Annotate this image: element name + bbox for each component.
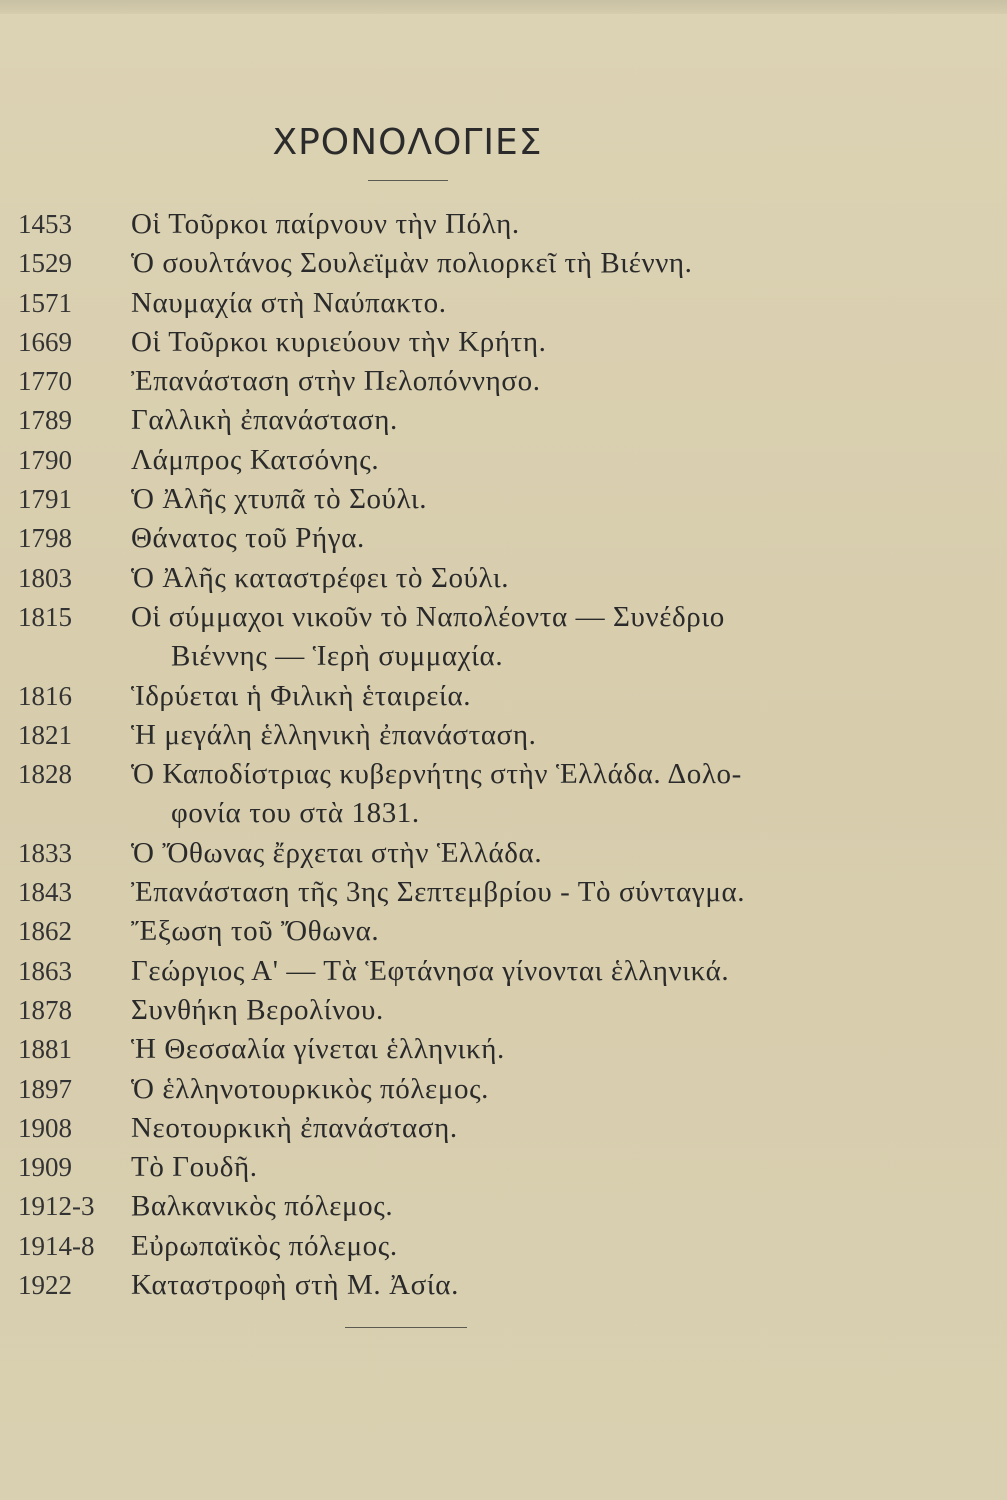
- entry-event: Ὁ σουλτάνος Σουλεϊμὰν πολιορκεῖ τὴ Βιέννη.: [131, 247, 693, 280]
- chronology-entry: [18, 205, 998, 244]
- entry-year: 1815: [18, 601, 72, 632]
- entry-event: Ἡ Θεσσαλία γίνεται ἑλληνική.: [131, 1033, 505, 1066]
- entry-event: Γεώργιος Α' — Τὰ Ἑφτάνησα γίνονται ἑλληνικά.: [131, 954, 730, 987]
- chronology-entry: [18, 559, 998, 598]
- chronology-entry: [18, 1187, 998, 1226]
- entry-year: 1821: [18, 719, 72, 750]
- chronology-entry: [18, 952, 998, 991]
- chronology-entry: [18, 284, 998, 323]
- chronology-entry: [18, 755, 998, 794]
- entry-event: Ναυμαχία στὴ Ναύπακτο.: [131, 286, 447, 319]
- entry-event: Βαλκανικὸς πόλεμος.: [131, 1190, 394, 1223]
- entry-year: 1828: [18, 759, 72, 790]
- entry-event: Οἱ σύμμαχοι νικοῦν τὸ Ναπολέοντα — Συνέδριο: [131, 600, 725, 633]
- entry-year: 1878: [18, 994, 72, 1025]
- chronology-entry: [18, 873, 998, 912]
- entry-event: Οἱ Τοῦρκοι παίρνουν τὴν Πόλη.: [131, 208, 520, 240]
- entry-event: Συνθήκη Βερολίνου.: [131, 993, 384, 1026]
- entry-event: Ἐπανάσταση τῆς 3ης Σεπτεμβρίου - Τὸ σύνταγμα.: [131, 876, 746, 909]
- entry-event: Ὁ Καποδίστριας κυβερνήτης στὴν Ἑλλάδα. Δολο-: [131, 758, 742, 791]
- chronology-entry: [18, 1109, 998, 1148]
- entry-event: Οἱ Τοῦρκοι κυριεύουν τὴν Κρήτη.: [131, 325, 547, 358]
- entry-year: 1843: [18, 877, 72, 908]
- entry-event-continuation: Βιέννης — Ἱερὴ συμμαχία.: [171, 640, 504, 673]
- page-top-edge: [0, 0, 1007, 14]
- entry-year: 1897: [18, 1073, 72, 1104]
- entry-year: 1912-3: [18, 1191, 95, 1222]
- entry-year: 1833: [18, 837, 72, 868]
- page-title: ΧΡΟΝΟΛΟΓΙΕΣ: [272, 122, 543, 163]
- entry-year: 1881: [18, 1034, 72, 1065]
- entry-year: 1770: [18, 366, 72, 397]
- entry-event: Ὁ Ἀλῆς καταστρέφει τὸ Σούλι.: [131, 561, 510, 594]
- entry-year: 1922: [18, 1270, 72, 1301]
- chronology-entry: [18, 677, 998, 716]
- entry-year: 1908: [18, 1112, 72, 1143]
- chronology-entry: [18, 1266, 998, 1305]
- title-divider: [368, 180, 448, 181]
- entry-year: 1571: [18, 287, 72, 318]
- chronology-entry: [18, 598, 998, 637]
- entry-year: 1914-8: [18, 1230, 95, 1261]
- chronology-entry: [18, 991, 998, 1030]
- chronology-entry: [18, 323, 998, 362]
- chronology-entry: [18, 519, 998, 558]
- entry-event-continuation: φονία του στὰ 1831.: [171, 797, 420, 830]
- entry-year: 1453: [18, 209, 72, 239]
- entry-year: 1909: [18, 1152, 72, 1183]
- entry-event: Γαλλικὴ ἐπανάσταση.: [131, 404, 398, 437]
- chronology-entry: [18, 1148, 998, 1187]
- chronology-entry: [18, 480, 998, 519]
- entry-event: Ἱδρύεται ἡ Φιλικὴ ἑταιρεία.: [131, 679, 472, 712]
- entry-year: 1798: [18, 523, 72, 554]
- entry-event: Ὁ Ὄθωνας ἔρχεται στὴν Ἑλλάδα.: [131, 836, 543, 869]
- chronology-entry: [18, 716, 998, 755]
- chronology-entry: [18, 1070, 998, 1109]
- entry-year: 1789: [18, 405, 72, 436]
- chronology-entry: [18, 362, 998, 401]
- entry-year: 1790: [18, 444, 72, 475]
- entry-year: 1529: [18, 248, 72, 279]
- chronology-entry: [18, 441, 998, 480]
- chronology-list: [18, 205, 998, 1305]
- entry-event: Ὁ ἑλληνοτουρκικὸς πόλεμος.: [131, 1072, 490, 1105]
- entry-year: 1863: [18, 955, 72, 986]
- chronology-entry: [18, 834, 998, 873]
- chronology-entry: [18, 912, 998, 951]
- entry-event: Ἔξωση τοῦ Ὄθωνα.: [131, 915, 380, 948]
- entry-event: Ἐπανάσταση στὴν Πελοπόννησο.: [131, 365, 541, 398]
- entry-year: 1791: [18, 484, 72, 515]
- chronology-entry: [18, 1030, 998, 1069]
- chronology-entry: [18, 244, 998, 283]
- entry-event: Εὐρωπαϊκὸς πόλεμος.: [131, 1229, 398, 1262]
- entry-event: Καταστροφὴ στὴ Μ. Ἀσία.: [131, 1269, 459, 1302]
- chronology-entry: [18, 1227, 998, 1266]
- entry-event: Θάνατος τοῦ Ρήγα.: [131, 522, 365, 555]
- chronology-entry: [18, 401, 998, 440]
- entry-year: 1862: [18, 916, 72, 947]
- entry-event: Λάμπρος Κατσόνης.: [131, 443, 380, 476]
- end-divider: [345, 1327, 467, 1328]
- entry-year: 1669: [18, 326, 72, 357]
- entry-event: Ὁ Ἀλῆς χτυπᾶ τὸ Σούλι.: [131, 483, 428, 516]
- entry-event: Τὸ Γουδῆ.: [131, 1151, 258, 1184]
- entry-year: 1816: [18, 680, 72, 711]
- entry-event: Ἡ μεγάλη ἑλληνικὴ ἐπανάσταση.: [131, 718, 537, 751]
- entry-year: 1803: [18, 562, 72, 593]
- entry-event: Νεοτουρκικὴ ἐπανάσταση.: [131, 1111, 458, 1144]
